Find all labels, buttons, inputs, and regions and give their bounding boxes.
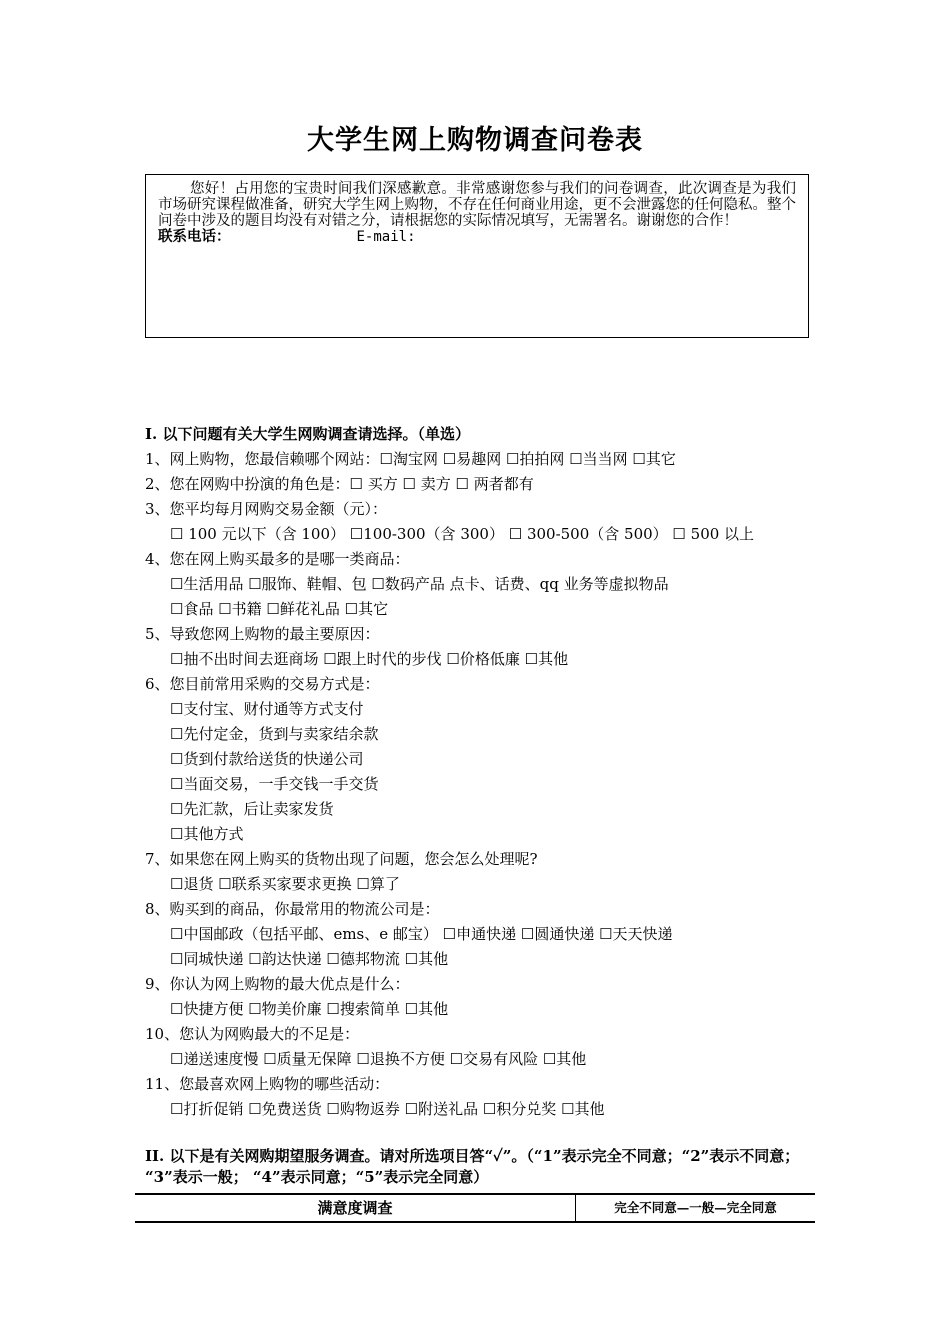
q5-options[interactable]: ☐抽不出时间去逛商场 ☐跟上时代的步伐 ☐价格低廉 ☐其他 [170,650,569,668]
q9-options[interactable]: ☐快捷方便 ☐物美价廉 ☐搜索简单 ☐其他 [170,1000,449,1018]
q8-options-row2[interactable]: ☐同城快递 ☐韵达快递 ☐德邦物流 ☐其他 [170,950,449,968]
phone-label: 联系电话： [158,228,231,245]
q6-option[interactable]: ☐货到付款给送货的快递公司 [170,750,364,768]
contact-line [158,229,796,245]
question-11: 11、您最喜欢网上购物的哪些活动： [145,1075,390,1093]
question-10: 10、您认为网购最大的不足是： [145,1025,360,1043]
q10-options[interactable]: ☐递送速度慢 ☐质量无保障 ☐退换不方便 ☐交易有风险 ☐其他 [170,1050,587,1068]
question-7: 7、如果您在网上购买的货物出现了问题，您会怎么处理呢? [145,850,538,868]
question-1[interactable]: 1、网上购物，您最信赖哪个网站：☐淘宝网 ☐易趣网 ☐拍拍网 ☐当当网 ☐其它 [145,450,676,468]
q11-options[interactable]: ☐打折促销 ☐免费送货 ☐购物返券 ☐附送礼品 ☐积分兑奖 ☐其他 [170,1100,605,1118]
section-1-heading: I. 以下问题有关大学生网购调查请选择。（单选） [145,425,470,443]
question-3: 3、您平均每月网购交易金额（元）： [145,500,388,518]
email-label: E-mail: [356,229,416,245]
q6-option[interactable]: ☐当面交易，一手交钱一手交货 [170,775,379,793]
question-6: 6、您目前常用采购的交易方式是： [145,675,380,693]
q3-options[interactable]: ☐ 100 元以下（含 100） ☐100-300（含 300） ☐ 300-500（含 500） ☐ 500 以上 [170,525,755,543]
intro-text: 您好！占用您的宝贵时间我们深感歉意。非常感谢您参与我们的问卷调查，此次调查是为我们市场研究课程做准备，研究大学生网上购物，不存在任何商业用途，更不会泄露您的任何隐私。整个问卷中涉及的题目均没有对错之分，请根据您的实际情况填写，无需署名。谢谢您的合作！ [158,181,796,229]
question-5: 5、导致您网上购物的最主要原因： [145,625,380,643]
section-2-heading: II. 以下是有关网购期望服务调查。请对所选项目答“✓”。（“1”表示完全不同意；“2”表示不同意； “3”表示一般； “4”表示同意；“5”表示完全同意） [145,1147,800,1186]
q4-options-row1[interactable]: ☐生活用品 ☐服饰、鞋帽、包 ☐数码产品 点卡、话费、qq 业务等虚拟物品 [170,575,669,593]
question-2[interactable]: 2、您在网购中扮演的角色是：☐ 买方 ☐ 卖方 ☐ 两者都有 [145,475,534,493]
intro-box [145,174,809,338]
q8-options-row1[interactable]: ☐中国邮政（包括平邮、ems、e 邮宝） ☐申通快递 ☐圆通快递 ☐天天快递 [170,925,673,943]
q6-option[interactable]: ☐其他方式 [170,825,244,843]
q4-options-row2[interactable]: ☐食品 ☐书籍 ☐鲜花礼品 ☐其它 [170,600,389,618]
question-4: 4、您在网上购买最多的是哪一类商品： [145,550,410,568]
table-col-scale: 完全不同意—一般—完全同意 [614,1200,777,1215]
page-title: 大学生网上购物调查问卷表 [307,125,643,156]
table-col-survey: 满意度调查 [135,1195,576,1221]
q6-option[interactable]: ☐支付宝、财付通等方式支付 [170,700,364,718]
question-8: 8、购买到的商品，你最常用的物流公司是： [145,900,440,918]
q6-option[interactable]: ☐先付定金，货到与卖家结余款 [170,725,379,743]
q6-option[interactable]: ☐先汇款，后让卖家发货 [170,800,334,818]
q7-options[interactable]: ☐退货 ☐联系买家要求更换 ☐算了 [170,875,400,893]
question-9: 9、你认为网上购物的最大优点是什么： [145,975,410,993]
satisfaction-table-header [135,1193,815,1223]
